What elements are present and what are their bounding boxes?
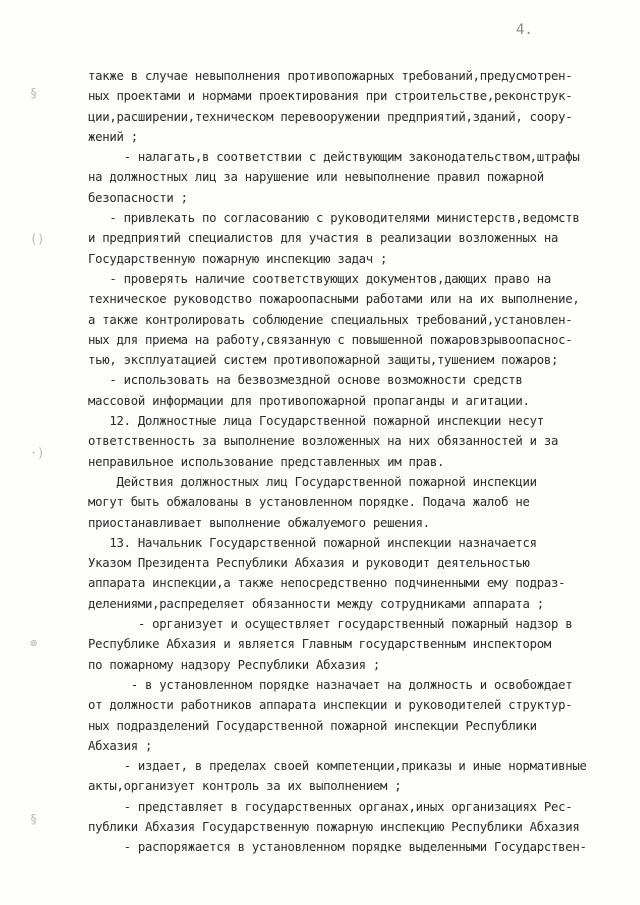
- text-line: Абхазия ;: [88, 738, 153, 753]
- text-line: - использовать на безвозмездной основе возможности средств: [88, 373, 523, 388]
- text-line: приостанавливает выполнение обжалуемого решения.: [88, 515, 430, 530]
- text-line: акты,организует контроль за их выполнением ;: [88, 779, 402, 794]
- margin-mark: §: [30, 812, 38, 826]
- margin-mark: (): [30, 232, 45, 246]
- text-line: Указом Президента Республики Абхазия и руководит деятельностью: [88, 556, 530, 571]
- text-line: - представляет в государственных органах,иных организациях Рес-: [88, 799, 573, 814]
- text-line: - организует и осуществляет государственный пожарный надзор в: [88, 617, 573, 632]
- page-number: 4.: [516, 22, 533, 38]
- document-body: [88, 66, 636, 858]
- text-line: 13. Начальник Государственной пожарной инспекции назначается: [88, 535, 537, 550]
- text-line: Республике Абхазия и является Главным государственным инспектором: [88, 637, 552, 652]
- text-line: - проверять наличие соответствующих документов,дающих право на: [88, 271, 552, 286]
- text-line: техническое руководство пожароопасными работами или на их выполнение,: [88, 292, 580, 307]
- text-line: - налагать,в соответствии с действующим законодательством,штрафы: [88, 150, 580, 165]
- text-line: массовой информации для противопожарной пропаганды и агитации.: [88, 393, 530, 408]
- text-line: публики Абхазия Государственную пожарную инспекцию Республики Абхазия: [88, 819, 580, 834]
- text-line: - привлекать по согласованию с руководителями министерств,ведомств: [88, 211, 580, 226]
- margin-mark: ⊚: [30, 636, 38, 650]
- text-line: Государственную пожарную инспекцию задач ;: [88, 251, 388, 266]
- text-line: аппарата инспекции,а также непосредственно подчиненными ему подраз-: [88, 576, 566, 591]
- text-line: жений ;: [88, 129, 138, 144]
- text-line: безопасности ;: [88, 190, 188, 205]
- text-line: - распоряжается в установленном порядке выделенными Государствен-: [88, 840, 587, 855]
- text-line: 12. Должностные лица Государственной пожарной инспекции несут: [88, 414, 544, 429]
- text-line: ных для приема на работу,связанную с повышенной пожаровзрывоопаснос-: [88, 332, 573, 347]
- text-line: ции,расширении,техническом перевооружении предприятий,зданий, соору-: [88, 109, 573, 124]
- text-line: на должностных лиц за нарушение или невыполнение правил пожарной: [88, 170, 544, 185]
- text-line: тью, эксплуатацией систем противопожарной защиты,тушением пожаров;: [88, 353, 559, 368]
- text-line: а также контролировать соблюдение специальных требований,установлен-: [88, 312, 573, 327]
- text-line: также в случае невыполнения противопожарных требований,предусмотрен-: [88, 69, 573, 83]
- text-line: могут быть обжалованы в установленном порядке. Подача жалоб не: [88, 495, 530, 510]
- text-line: Действия должностных лиц Государственной пожарной инспекции: [88, 474, 537, 489]
- text-line: по пожарному надзору Республики Абхазия ;: [88, 657, 381, 672]
- text-line: от должности работников аппарата инспекции и руководителей структур-: [88, 698, 573, 713]
- text-line: неправильное использование представленных им прав.: [88, 454, 445, 469]
- text-line: делениями,распределяет обязанности между сотрудниками аппарата ;: [88, 596, 544, 611]
- text-line: ных проектами и нормами проектирования при строительстве,реконструк-: [88, 89, 573, 104]
- text-line: - издает, в пределах своей компетенции,приказы и иные нормативные: [88, 759, 587, 774]
- text-line: ответственность за выполнение возложенных на них обязанностей и за: [88, 434, 559, 449]
- text-line: и предприятий специалистов для участия в реализации возложенных на: [88, 231, 559, 246]
- text-line: - в установленном порядке назначает на должность и освобождает: [88, 677, 573, 692]
- margin-mark: §: [30, 86, 38, 100]
- margin-mark: ·): [30, 446, 45, 460]
- text-line: ных подразделений Государственной пожарной инспекции Республики: [88, 718, 537, 733]
